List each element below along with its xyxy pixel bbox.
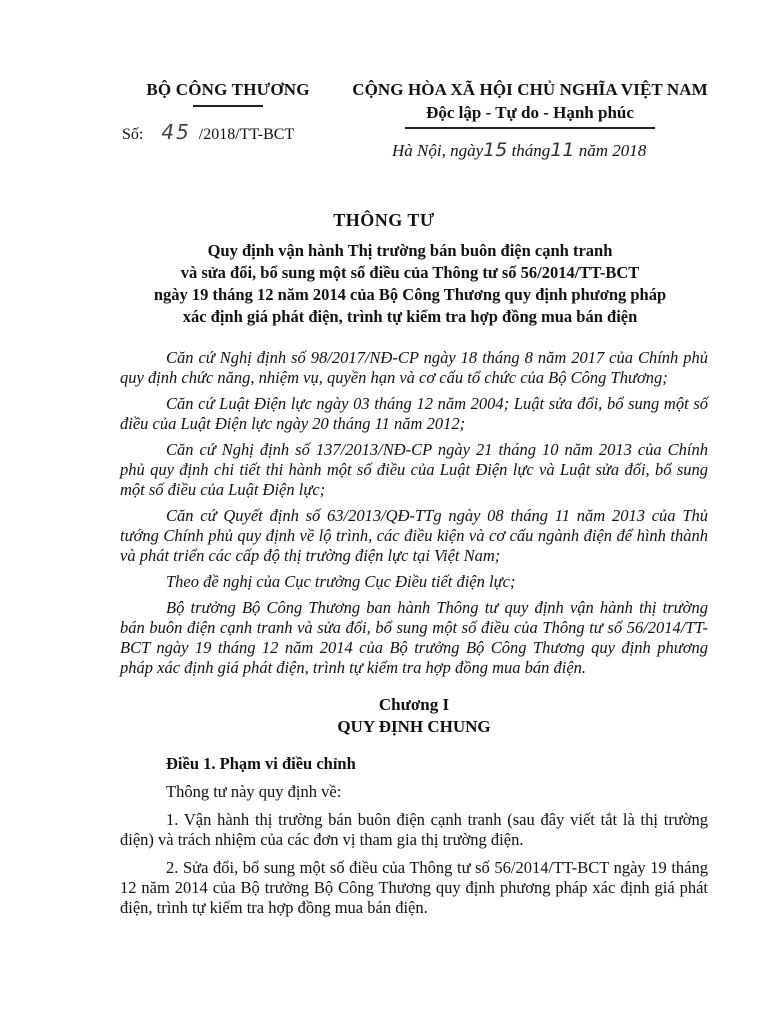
chapter-number: Chương I: [378, 695, 450, 714]
preamble-paragraph: Căn cứ Luật Điện lực ngày 03 tháng 12 năm 2004; Luật sửa đổi, bổ sung một số điều của Luật Điện lực ngày 20 tháng 11 năm 2012;: [120, 394, 708, 433]
chapter-name: QUY ĐỊNH CHUNG: [337, 717, 491, 736]
preamble-paragraph: Theo đề nghị của Cục trưởng Cục Điều tiết điện lực;: [166, 572, 516, 591]
national-motto: Độc lập - Tự do - Hạnh phúc: [426, 103, 634, 122]
preamble-paragraph: Căn cứ Quyết định số 63/2013/QĐ-TTg ngày 08 tháng 11 năm 2013 của Thủ tướng Chính phủ quy định về lộ trình, các điều kiện và cơ cấu ngành điện để hình thành và phát triển các cấp độ thị trường điện lực tại Việt Nam;: [120, 506, 708, 565]
national-header-block: [350, 80, 710, 129]
article-item: 1. Vận hành thị trường bán buôn điện cạnh tranh (sau đây viết tắt là thị trường điện) và trách nhiệm của các đơn vị tham gia thị trường điện.: [120, 810, 708, 849]
chapter-heading: [120, 694, 708, 738]
preamble-paragraph: Căn cứ Nghị định số 98/2017/NĐ-CP ngày 18 tháng 8 năm 2017 của Chính phủ quy định chức năng, nhiệm vụ, quyền hạn và cơ cấu tổ chức của Bộ Công Thương;: [120, 348, 708, 387]
date-month-handwritten: 11: [550, 139, 575, 161]
article-heading: Điều 1. Phạm vi điều chỉnh: [166, 754, 356, 773]
subject-line: Quy định vận hành Thị trường bán buôn điện cạnh tranh: [207, 241, 613, 260]
issuing-agency-block: [118, 80, 338, 107]
date-month-label: tháng: [511, 141, 551, 160]
enactment-paragraph: Bộ trưởng Bộ Công Thương ban hành Thông tư quy định vận hành thị trường bán buôn điện cạnh tranh và sửa đổi, bổ sung một số điều của Thông tư số 56/2014/TT-BCT ngày 19 tháng 12 năm 2014 của Bộ trưởng Bộ Công Thương quy định phương pháp xác định giá phát điện, trình tự kiểm tra hợp đồng mua bán điện.: [120, 598, 708, 677]
article-intro: Thông tư này quy định về:: [166, 782, 342, 801]
motto-underline: [405, 127, 655, 129]
issuing-agency: BỘ CÔNG THƯƠNG: [146, 80, 310, 99]
document-number-handwritten: 45: [161, 120, 191, 144]
issue-date: [392, 139, 646, 161]
date-day-handwritten: 15: [483, 139, 508, 161]
agency-underline: [193, 105, 263, 107]
document-subject: [120, 240, 700, 328]
document-body: [120, 348, 708, 924]
document-number: [122, 120, 294, 144]
date-prefix: Hà Nội, ngày: [392, 141, 484, 160]
document-number-label: Số:: [122, 126, 144, 143]
subject-line: và sửa đổi, bổ sung một số điều của Thông tư số 56/2014/TT-BCT: [180, 263, 640, 282]
article-item: 2. Sửa đổi, bổ sung một số điều của Thông tư số 56/2014/TT-BCT ngày 19 tháng 12 năm 2014 của Bộ trưởng Bộ Công Thương quy định phương pháp xác định giá phát điện, trình tự kiểm tra hợp đồng mua bán điện.: [120, 858, 708, 917]
document-type-title: THÔNG TƯ: [333, 210, 435, 230]
date-year: năm 2018: [578, 141, 647, 160]
preamble-paragraph: Căn cứ Nghị định số 137/2013/NĐ-CP ngày 21 tháng 10 năm 2013 của Chính phủ quy định chi tiết thi hành một số điều của Luật Điện lực và Luật sửa đổi, bổ sung một số điều của Luật Điện lực;: [120, 440, 708, 499]
document-number-suffix: /2018/TT-BCT: [198, 126, 295, 143]
subject-line: ngày 19 tháng 12 năm 2014 của Bộ Công Thương quy định phương pháp: [153, 285, 667, 304]
subject-line: xác định giá phát điện, trình tự kiểm tra hợp đồng mua bán điện: [182, 307, 638, 326]
republic-name: CỘNG HÒA XÃ HỘI CHỦ NGHĨA VIỆT NAM: [352, 80, 708, 99]
